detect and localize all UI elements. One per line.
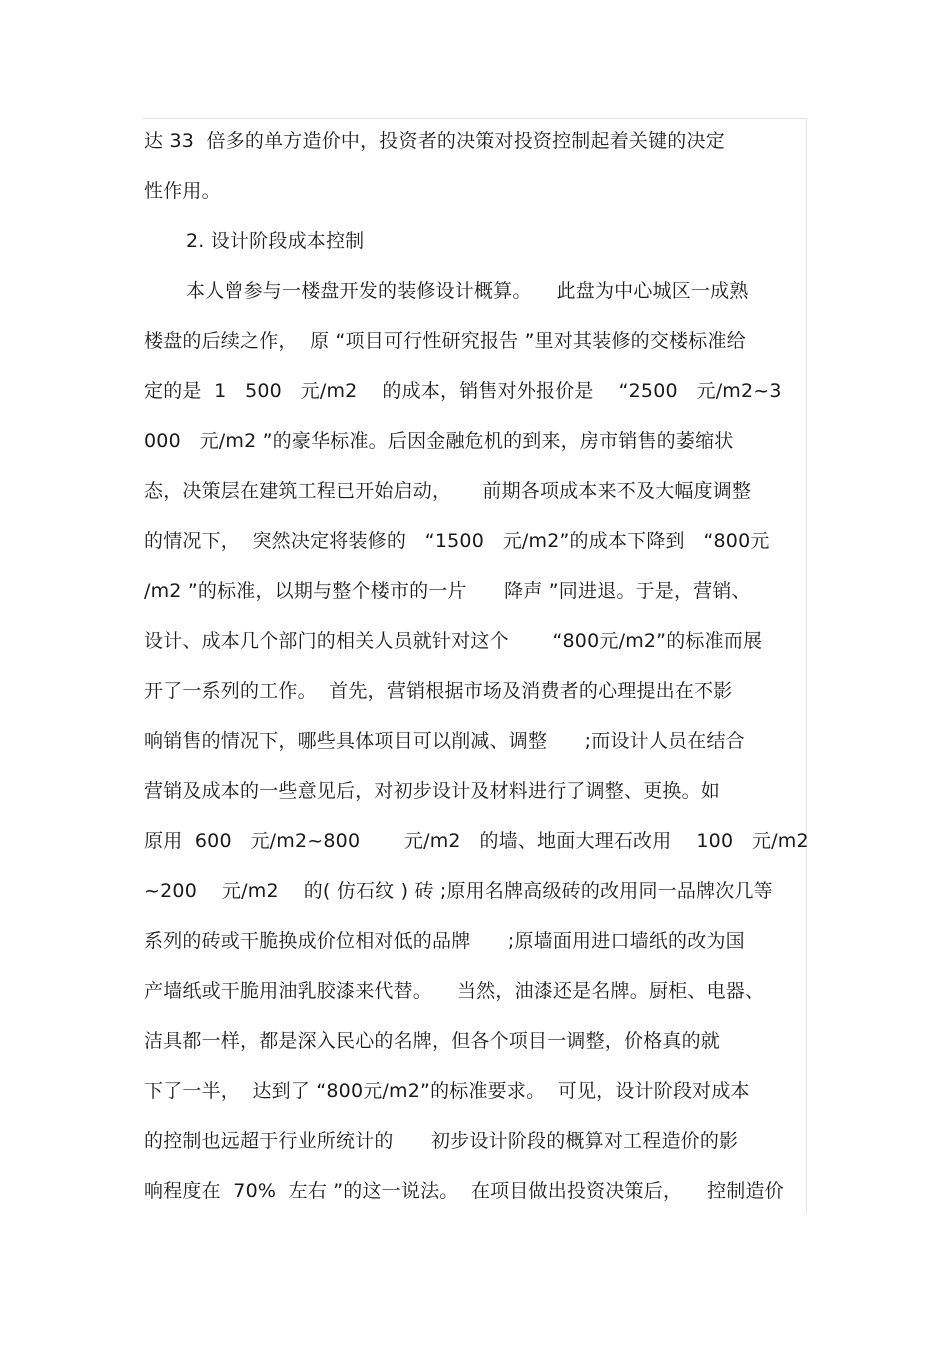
section-heading: 2. 设计阶段成本控制 bbox=[186, 230, 365, 252]
text-line: 达 33 倍多的单方造价中，投资者的决策对投资控制起着关键的决定 bbox=[144, 130, 725, 152]
text-line: 态，决策层在建筑工程已开始启动， 前期各项成本来不及大幅度调整 bbox=[144, 480, 752, 502]
text-line: 设计、成本几个部门的相关人员就针对这个 “800元/m2”的标准而展 bbox=[144, 630, 763, 652]
text-line: 的情况下， 突然决定将装修的 “1500 元/m2”的成本下降到 “800元 bbox=[144, 530, 770, 552]
text-line: 营销及成本的一些意见后，对初步设计及材料进行了调整、更换。如 bbox=[144, 780, 721, 802]
text-line: 产墙纸或干脆用油乳胶漆来代替。 当然，油漆还是名牌。厨柜、电器、 bbox=[144, 980, 765, 1002]
text-line: 定的是 1 500 元/m2 的成本，销售对外报价是 “2500 元/m2~3 bbox=[144, 380, 782, 402]
text-line: 楼盘的后续之作， 原 “项目可行性研究报告 ”里对其装修的交楼标准给 bbox=[144, 330, 746, 352]
text-line: ~200 元/m2 的( 仿石纹 ) 砖 ;原用名牌高级砖的改用同一品牌次几等 bbox=[144, 880, 773, 902]
text-line: 响程度在 70% 左右 ”的这一说法。 在项目做出投资决策后， 控制造价 bbox=[144, 1180, 784, 1202]
text-line: 性作用。 bbox=[144, 180, 221, 202]
text-line: 本人曾参与一楼盘开发的装修设计概算。 此盘为中心城区一成熟 bbox=[186, 280, 749, 302]
text-line: 响销售的情况下，哪些具体项目可以削减、调整 ;而设计人员在结合 bbox=[144, 730, 745, 752]
text-line: 开了一系列的工作。 首先，营销根据市场及消费者的心理提出在不影 bbox=[144, 680, 733, 702]
text-line: 下了一半， 达到了 “800元/m2”的标准要求。 可见，设计阶段对成本 bbox=[144, 1080, 750, 1102]
text-line: 原用 600 元/m2~800 元/m2 的墙、地面大理石改用 100 元/m2 bbox=[144, 830, 809, 852]
document-body bbox=[144, 116, 812, 1216]
text-line: /m2 ”的标准，以期与整个楼市的一片 降声 ”同进退。于是，营销、 bbox=[144, 580, 751, 602]
text-line: 的控制也远超于行业所统计的 初步设计阶段的概算对工程造价的影 bbox=[144, 1130, 739, 1152]
text-line: 洁具都一样，都是深入民心的名牌，但各个项目一调整，价格真的就 bbox=[144, 1030, 721, 1052]
text-line: 系列的砖或干脆换成价位相对低的品牌 ;原墙面用进口墙纸的改为国 bbox=[144, 930, 745, 952]
text-line: 000 元/m2 ”的豪华标准。后因金融危机的到来，房市销售的萎缩状 bbox=[144, 430, 734, 452]
